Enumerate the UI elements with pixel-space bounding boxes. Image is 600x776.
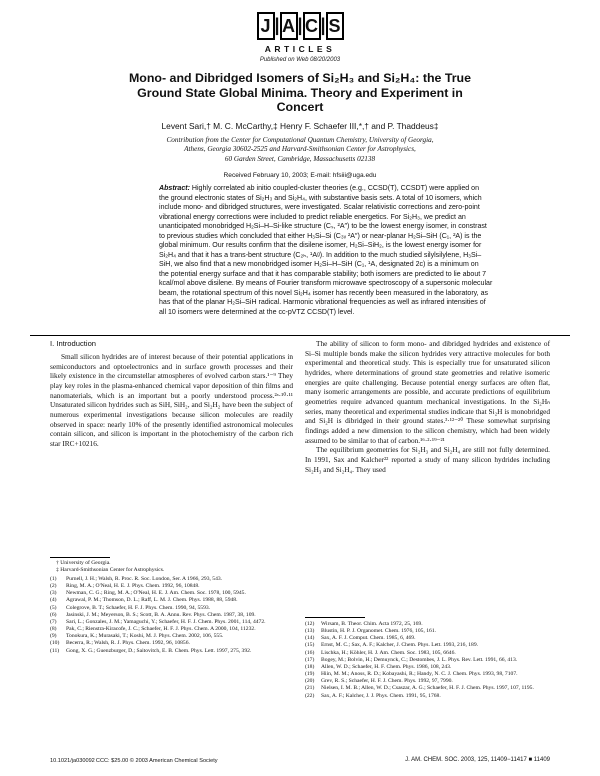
published-date: Published on Web 08/20/2003 <box>259 57 341 63</box>
abstract-line: to previous studies which concluded that either H₃Si–Si (C₃ᵥ ²A″) or near-planar H₂Si–SiH (C₁, ²A) is the <box>159 232 482 240</box>
journal-logo <box>0 12 600 40</box>
reference-number: (14) <box>305 635 315 642</box>
reference-number: (10) <box>50 640 60 647</box>
abstract-line: global minimum. Our results confirm that the disilene isomer, H₂Si–SiH₂, is the lowest energy isomer for <box>159 242 482 250</box>
reference-number: (1) <box>50 576 57 582</box>
reference-number: (13) <box>305 628 315 635</box>
right-column-text <box>305 339 550 474</box>
logo-separator: | <box>274 15 280 35</box>
abstract-text: Highly correlated ab initio coupled-cluster theories (e.g., CCSD(T), CCSDT) were applied on <box>191 185 479 192</box>
reference <box>50 597 293 604</box>
reference <box>305 628 550 635</box>
logo-letter: A <box>280 12 298 40</box>
affiliation <box>80 136 520 164</box>
abstract-line: Si₂H₄ and that it has a trans-bent structure (C₂ₕ, ¹Aᵍ). In addition to the much studied silylsilylene, H₃Si– <box>159 251 482 259</box>
reference-text: Grev, R. S.; Schaefer, H. F. J. Chem. Phys. 1992, 97, 7990. <box>321 678 453 685</box>
abstract-line: has that of the planar H₂Si–SiH radical. Harmonic vibrational frequencies as well as infrared intensities of <box>159 299 486 307</box>
articles-label: ARTICLES <box>264 44 336 54</box>
footnote: ‡ Harvard-Smithsonian Center for Astrophysics. <box>56 566 165 573</box>
reference-text: Agrawal, P. M.; Thomson, D. L.; Raff, L. M. J. Chem. Phys. 1988, 88, 5948. <box>66 597 238 604</box>
reference-text: Blustin, H. P. J. Organomet. Chem. 1976, 105, 161. <box>321 628 437 635</box>
doi-footer: 10.1021/ja030092 CCC: $25.00 © 2003 American Chemical Society <box>50 758 218 764</box>
reference-number: (4) <box>50 597 57 604</box>
reference-number: (16) <box>305 649 315 656</box>
reference <box>50 640 293 647</box>
journal-citation: J. AM. CHEM. SOC. 2003, 125, 11409−11417 ■ 11409 <box>405 757 550 763</box>
reference-text: Wirsam, B. Theor. Chim. Acta 1972, 25, 169. <box>321 621 423 627</box>
logo-letter: S <box>326 12 344 40</box>
author-list: Levent Sari,† M. C. McCarthy,‡ Henry F. Schaefer III,*,† and P. Thaddeus‡ <box>161 121 439 131</box>
reference-text: Nielsen, I. M. B.; Allen, W. D.; Csaszar, A. G.; Schaefer, H. F. J. Chem. Phys. 1997, 107, 1195. <box>321 685 534 692</box>
divider <box>30 335 570 336</box>
abstract-line: beam, the rotational spectrum of this novel Si₂H₄ isomer has recently been measured in the laboratory, as <box>159 289 489 297</box>
reference-text: Ernst, M. C.; Sax, A. F.; Kalcher, J. Chem. Phys. Lett. 1993, 216, 189. <box>321 642 479 649</box>
footnote-divider <box>50 557 110 558</box>
logo-separator: | <box>320 15 326 35</box>
affiliation-line: 60 Garden Street, Cambridge, Massachusetts 02138 <box>224 154 376 163</box>
received-date: Received February 10, 2003; E-mail: hfsiii@uga.edu <box>223 172 377 179</box>
reference-text: Gong, X. G.; Guenzburger, D.; Saitovitch, E. B. Chem. Phys. Lett. 1997, 275, 392. <box>66 647 252 654</box>
footnote: † University of Georgia. <box>56 560 111 566</box>
reference-text: Sari, L.; Gonzales, J. M.; Yamaguchi, Y.; Schaefer, H. F. J. Chem. Phys. 2001, 114, 4472. <box>66 618 266 625</box>
reference-text: Purnell, J. H.; Walsh, R. Proc. R. Soc. London, Ser. A 1966, 293, 543. <box>66 576 223 582</box>
reference <box>305 650 550 657</box>
reference-number: (19) <box>305 671 315 678</box>
abstract <box>159 184 559 317</box>
reference-text: Jasinski, J. M.; Meyerson, B. S.; Scott, B. A. Annu. Rev. Phys. Chem. 1987, 38, 109. <box>66 611 256 618</box>
reference <box>50 605 293 612</box>
reference <box>305 693 550 700</box>
reference <box>50 626 293 633</box>
article-title <box>120 71 480 115</box>
reference-number: (2) <box>50 583 57 590</box>
reference-text: Allen, W. D.; Schaefer, H. F. Chem. Phys. 1986, 108, 243. <box>321 663 452 670</box>
reference-number: (11) <box>50 647 60 654</box>
reference-text: Hiin, M. M.; Anoss, R. D.; Kobayashi, R.; Handy, N. C. J. Chem. Phys. 1993, 98, 7107. <box>321 671 518 678</box>
reference-text: Lischka, H.; Köhler, H. J. Am. Chem. Soc. 1983, 105, 6646. <box>321 649 456 656</box>
reference-number: (21) <box>305 685 315 692</box>
affiliation-line: Athens, Georgia 30602-2525 and Harvard-Smithsonian Center for Astrophysics, <box>184 145 416 154</box>
reference-text: Sax, A. F. J. Comput. Chem. 1985, 6, 469. <box>321 635 416 642</box>
logo-letter: C <box>303 12 321 40</box>
reference-text: Sax, A. F.; Kalcher, J. J. Phys. Chem. 1991, 95, 1768. <box>321 692 441 699</box>
reference <box>50 612 293 619</box>
abstract-line: vibrational energy corrections were included to predict reliable energetics. For Si₂H₃, we predict an <box>159 213 466 221</box>
reference-list-right <box>305 621 550 700</box>
reference <box>50 633 293 640</box>
reference-number: (17) <box>305 656 315 663</box>
reference <box>305 621 550 628</box>
paragraph: Small silicon hydrides are of interest because of their potential applications in semiconductors and optoelectronics and in surface growth processes and their likely existence in the circumstellar atmospheres of evolved carbon stars.¹⁻⁹ They play key roles in the plasma-enhanced chemical vapor deposition of thin films and nanomaterials, which is an important but a poorly understood process.²ᵃ·¹⁰·¹¹ Unsaturated silicon hydrides such as SiH, SiH₂, and Si₂H₂ have been the subject of numerous experimental investigations because silicon molecules are readily observed in space: nearly 10% of the presently identified astronomical molecules contain silicon, and silicon is important in the photochemistry of the carbon rich star IRC+10216. <box>50 352 293 448</box>
left-column-text <box>50 352 293 449</box>
abstract-line: the ground electronic states of Si₂H₃ and Si₂H₄, with substantive basis sets. A total of 10 isomers, which <box>159 194 482 202</box>
reference-text: Colegrove, B. T.; Schaefer, H. F. J. Phys. Chem. 1990, 94, 5593. <box>66 604 211 611</box>
reference <box>305 685 550 692</box>
abstract-label: Abstract: <box>159 185 190 192</box>
reference <box>305 635 550 642</box>
abstract-line: unanticipated monobridged H₂Si–H–Si-like structure (Cₛ, ²A″) to be the lowest energy isomer, in constrast <box>159 223 487 231</box>
paragraph: The ability of silicon to form mono- and dibridged hydrides and existence of Si–Si multiple bonds make the silicon hydrides very attractive molecules for both experimental and theoretical study. This is especially true for unsaturated silicon hydrides, where determinations of ground state geometries and relative isomeric energies are quite challenging. Because potential energy surfaces are often flat, many isomeric arrangements are possible, and accurate predictions of equilibrium geometries require advanced quantum mechanical investigations. In the Si₂Hₙ series, many theoretical and experimental studies indicate that Si₂H is monobridged and Si₂H is dibridged in their ground states.³·¹²⁻²⁰ These somewhat surprising findings added a new dimension to the silicon chemistry, which had been widely assumed to be similar to that of carbon.¹⁶·²·¹⁹⁻²¹ <box>305 339 550 445</box>
logo-letter: J <box>257 12 275 40</box>
reference-number: (3) <box>50 590 57 597</box>
reference <box>50 648 293 655</box>
reference-text: Ring, M. A.; O'Neal, H. E. J. Phys. Chem. 1992, 96, 10848. <box>66 583 200 590</box>
reference-number: (18) <box>305 663 315 670</box>
title-line: Concert <box>276 100 324 115</box>
reference-text: Bogey, M.; Bolvin, H.; Demuynck, C.; Destombes, J. L. Phys. Rev. Lett. 1991, 66, 413. <box>321 656 518 663</box>
references-divider <box>305 617 365 618</box>
reference-text: Tonokura, K.; Murasaki, T.; Koshi, M. J. Phys. Chem. 2002, 106, 555. <box>66 633 224 640</box>
reference-number: (8) <box>50 626 57 633</box>
reference-number: (20) <box>305 678 315 685</box>
reference-number: (7) <box>50 618 57 625</box>
abstract-line: all 10 isomers were determined at the cc-pVTZ CCSD(T) level. <box>159 308 355 316</box>
footnotes <box>56 560 293 574</box>
reference <box>305 664 550 671</box>
reference-number: (22) <box>305 692 315 699</box>
reference-number: (15) <box>305 642 315 649</box>
paragraph: The equilibrium geometries for Si₂H₃ and Si₂H₄ are still not fully determined. In 1991, Sax and Kalcher²² reported a study of many silicon hydrides including Si₂H₃ and Si₂H₄. They used <box>305 445 550 474</box>
affiliation-line: Contribution from the Center for Computational Quantum Chemistry, University of Georgia, <box>166 136 434 144</box>
reference-text: Newman, C. G.; Ring, M. A.; O'Neal, H. E. J. Am. Chem. Soc. 1978, 100, 5945. <box>66 590 246 597</box>
reference <box>50 576 293 583</box>
title-line: Mono- and Dibridged Isomers of Si₂H₃ and Si₂H₄: the True <box>128 71 472 85</box>
title-line: Ground State Global Minima. Theory and Experiment in <box>137 85 463 100</box>
reference-text: Becerra, R.; Walsh, R. J. Phys. Chem. 1992, 96, 10856. <box>66 640 190 647</box>
reference-number: (9) <box>50 633 57 640</box>
abstract-line: SiH, we also find that a new monobridged isomer H₂Si–H–SiH (C₁, ¹A, designated 2c) is a minimum on <box>159 261 479 269</box>
reference-number: (6) <box>50 611 57 618</box>
reference <box>305 642 550 649</box>
reference-text: Pak, C.; Rienstra-Kiracofe, J. C.; Schaefer, H. F. J. Phys. Chem. A 2000, 104, 11232. <box>66 626 256 633</box>
abstract-line: include mono- and dibridged structures, were investigated. Scalar relativistic corrections and zero-point <box>159 204 480 212</box>
reference-number: (5) <box>50 604 57 611</box>
section-heading: I. Introduction <box>50 339 97 348</box>
reference-list-left <box>50 576 293 655</box>
reference-number: (12) <box>305 621 315 627</box>
logo-separator: | <box>297 15 303 35</box>
reference <box>305 657 550 664</box>
abstract-line: kcal/mol above disilene. By means of Fourier transform microwave spectroscopy of a supersonic molecular <box>159 280 493 288</box>
abstract-line <box>159 184 559 194</box>
reference <box>50 583 293 590</box>
abstract-line: the potential energy surface and that it has comparable stability; both isomers are predicted to lie about 7 <box>159 270 487 278</box>
